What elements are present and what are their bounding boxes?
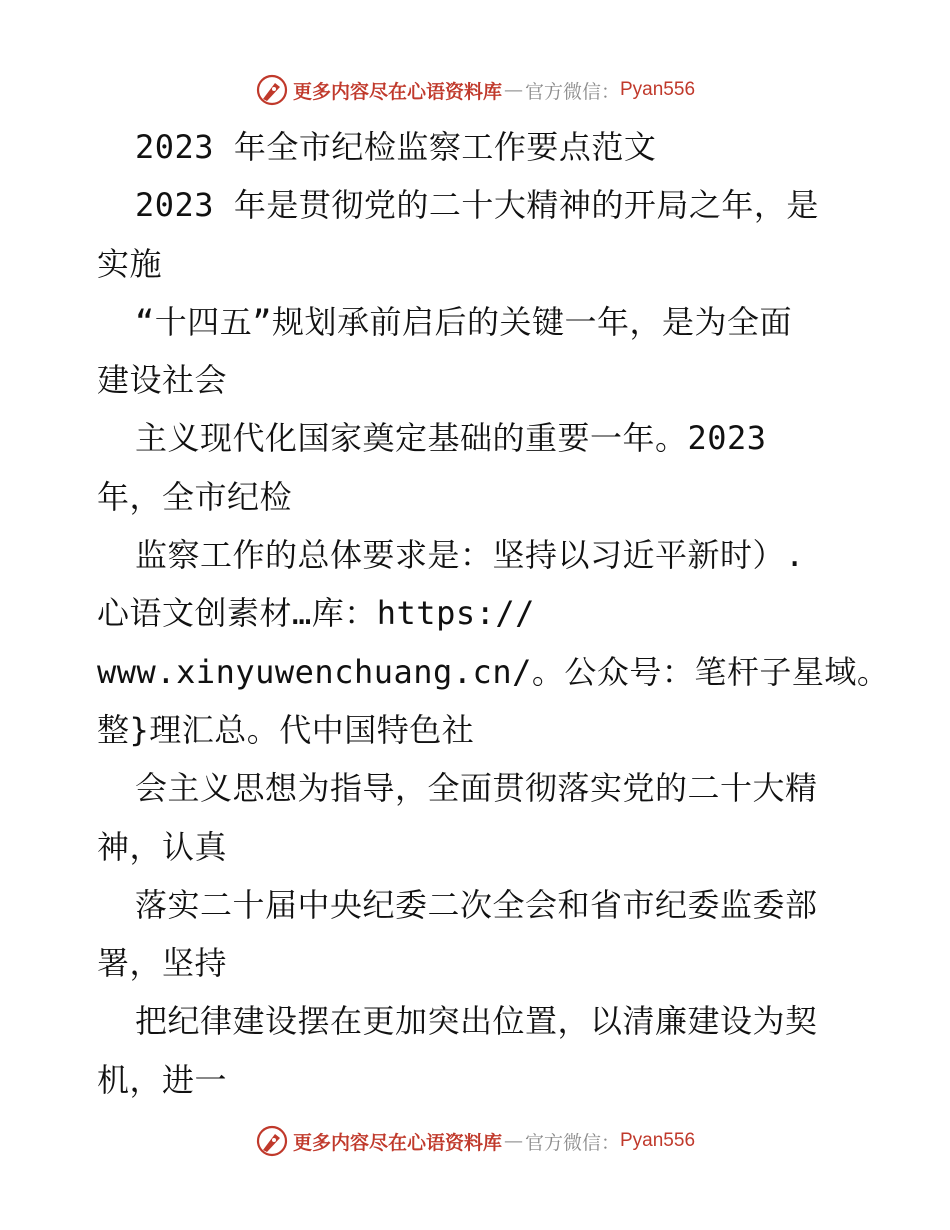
watermark-label: 官方微信： bbox=[524, 1131, 620, 1154]
paragraph-line: 机，进一 bbox=[97, 1060, 228, 1099]
watermark-wechat-id: Pyan556 bbox=[620, 1130, 696, 1151]
watermark-dash: — bbox=[503, 1130, 523, 1152]
paragraph-line: 年，全市纪检 bbox=[97, 477, 293, 516]
paragraph-line: 心语文创素材…库：https:// bbox=[97, 594, 535, 633]
paragraph-line: 会主义思想为指导，全面贯彻落实党的二十大精 bbox=[135, 769, 818, 808]
document-body bbox=[97, 118, 890, 1109]
pen-nib-icon bbox=[255, 1124, 289, 1158]
watermark-label: 官方微信： bbox=[524, 80, 620, 103]
footer-watermark bbox=[0, 1121, 950, 1161]
paragraph-line: 署，坚持 bbox=[97, 944, 228, 983]
paragraph-line: 建设社会 bbox=[97, 361, 228, 400]
pen-nib-icon bbox=[255, 73, 289, 107]
paragraph-line: 2023 年是贯彻党的二十大精神的开局之年，是 bbox=[135, 186, 819, 225]
watermark-dash: — bbox=[503, 79, 523, 101]
header-watermark bbox=[0, 70, 950, 110]
paragraph-line: 主义现代化国家奠定基础的重要一年。2023 bbox=[135, 419, 767, 458]
watermark-wechat-id: Pyan556 bbox=[620, 79, 696, 100]
document-title: 2023 年全市纪检监察工作要点范文 bbox=[135, 128, 657, 166]
paragraph-line: 实施 bbox=[97, 244, 163, 283]
paragraph-line: 监察工作的总体要求是：坚持以习近平新时）. bbox=[135, 536, 805, 575]
watermark-main-text: 更多内容尽在心语资料库 bbox=[292, 80, 502, 103]
paragraph-line: www.xinyuwenchuang.cn/。公众号：笔杆子星域。 bbox=[97, 652, 890, 691]
paragraph-line: “十四五”规划承前启后的关键一年，是为全面 bbox=[135, 302, 793, 341]
paragraph-line: 神，认真 bbox=[97, 827, 228, 866]
paragraph-line: 落实二十届中央纪委二次全会和省市纪委监委部 bbox=[135, 885, 818, 924]
paragraph-line: 整}理汇总。代中国特色社 bbox=[97, 710, 475, 749]
paragraph-line: 把纪律建设摆在更加突出位置，以清廉建设为契 bbox=[135, 1002, 818, 1041]
watermark-main-text: 更多内容尽在心语资料库 bbox=[292, 1131, 502, 1154]
